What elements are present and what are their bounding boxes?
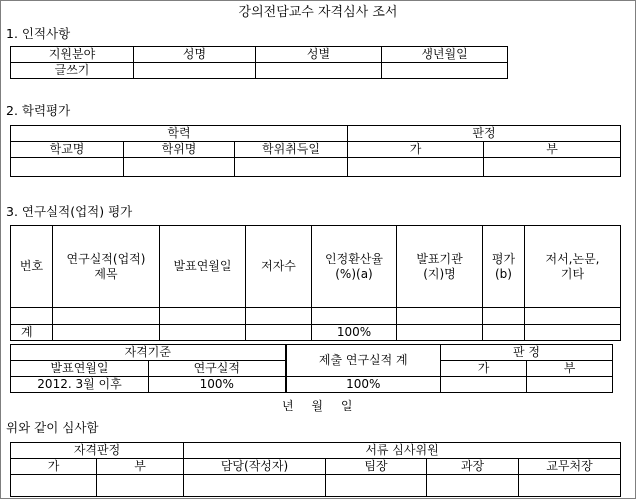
header-author-count: 저자수 xyxy=(246,226,312,308)
group-header-criteria: 자격기준 xyxy=(11,345,286,361)
submitted-total-label: 제출 연구실적 계 xyxy=(286,345,441,377)
research-table xyxy=(10,225,621,341)
cell-empty xyxy=(525,325,621,341)
header-pass: 가 xyxy=(348,142,484,158)
header-publication-type: 저서,논문, 기타 xyxy=(525,226,621,308)
total-label: 계 xyxy=(11,325,53,341)
criteria-performance-value: 100% xyxy=(149,377,286,393)
cell-empty xyxy=(527,377,613,393)
group-header-judgment: 판 정 xyxy=(441,345,613,361)
section-1-heading: 1. 인적사항 xyxy=(6,26,71,41)
document-title: 강의전담교수 자격심사 조서 xyxy=(238,5,398,20)
signature-cell xyxy=(427,475,519,497)
cell-empty xyxy=(246,325,312,341)
cell-empty xyxy=(246,308,312,325)
section-3-heading: 3. 연구실적(업적) 평가 xyxy=(6,204,133,219)
cell-empty xyxy=(53,308,160,325)
signature-cell xyxy=(326,475,427,497)
personal-info-table xyxy=(10,46,508,79)
signature-cell xyxy=(519,475,621,497)
value-field: 글쓰기 xyxy=(11,63,134,79)
header-pass: 가 xyxy=(441,361,527,377)
header-team-leader: 팀장 xyxy=(326,459,427,475)
cell-empty xyxy=(124,158,235,177)
value-birthdate xyxy=(382,63,508,79)
header-research-title: 연구실적(업적) 제목 xyxy=(53,226,160,308)
section-2-heading: 2. 학력평가 xyxy=(6,103,71,118)
header-gender: 성별 xyxy=(256,47,382,63)
cell-empty xyxy=(525,308,621,325)
value-gender xyxy=(256,63,382,79)
cell-empty xyxy=(348,158,484,177)
cell-empty xyxy=(160,325,246,341)
education-table xyxy=(10,125,621,177)
cell-empty xyxy=(483,325,525,341)
review-statement: 위와 같이 심사함 xyxy=(6,420,99,435)
header-school: 학교명 xyxy=(11,142,124,158)
cell-empty xyxy=(441,377,527,393)
cell-empty xyxy=(11,308,53,325)
header-conversion-rate: 인정환산율 (%)(a) xyxy=(312,226,397,308)
header-section-chief: 과장 xyxy=(427,459,519,475)
header-fail: 부 xyxy=(97,459,184,475)
header-number: 번호 xyxy=(11,226,53,308)
criteria-date-value: 2012. 3월 이후 xyxy=(11,377,149,393)
header-field: 지원분야 xyxy=(11,47,134,63)
submitted-total-value: 100% xyxy=(286,377,441,393)
header-pass: 가 xyxy=(11,459,97,475)
cell-empty xyxy=(484,158,621,177)
total-rate-value: 100% xyxy=(312,325,397,341)
signature-cell xyxy=(11,475,97,497)
signature-cell xyxy=(97,475,184,497)
header-venue: 발표기관 (지)명 xyxy=(397,226,483,308)
group-header-qualification: 자격판정 xyxy=(11,443,184,459)
header-degree: 학위명 xyxy=(124,142,235,158)
group-header-education: 학력 xyxy=(11,126,348,142)
header-name: 성명 xyxy=(134,47,256,63)
cell-empty xyxy=(53,325,160,341)
signature-cell xyxy=(184,475,326,497)
cell-empty xyxy=(235,158,348,177)
header-publish-date: 발표연월일 xyxy=(160,226,246,308)
cell-empty xyxy=(397,308,483,325)
date-line: 년 월 일 xyxy=(282,399,353,413)
group-header-judgment: 판정 xyxy=(348,126,621,142)
header-dean: 교무처장 xyxy=(519,459,621,475)
header-degree-date: 학위취득일 xyxy=(235,142,348,158)
approval-table xyxy=(10,442,621,497)
cell-empty xyxy=(397,325,483,341)
header-evaluation: 평가 (b) xyxy=(483,226,525,308)
cell-empty xyxy=(160,308,246,325)
cell-empty xyxy=(11,158,124,177)
criteria-table xyxy=(10,344,613,393)
header-publish-date: 발표연월일 xyxy=(11,361,149,377)
header-birthdate: 생년월일 xyxy=(382,47,508,63)
header-writer: 담당(작성자) xyxy=(184,459,326,475)
header-fail: 부 xyxy=(484,142,621,158)
header-fail: 부 xyxy=(527,361,613,377)
cell-empty xyxy=(483,308,525,325)
header-research-performance: 연구실적 xyxy=(149,361,286,377)
value-name xyxy=(134,63,256,79)
cell-empty xyxy=(312,308,397,325)
group-header-reviewers: 서류 심사위원 xyxy=(184,443,621,459)
